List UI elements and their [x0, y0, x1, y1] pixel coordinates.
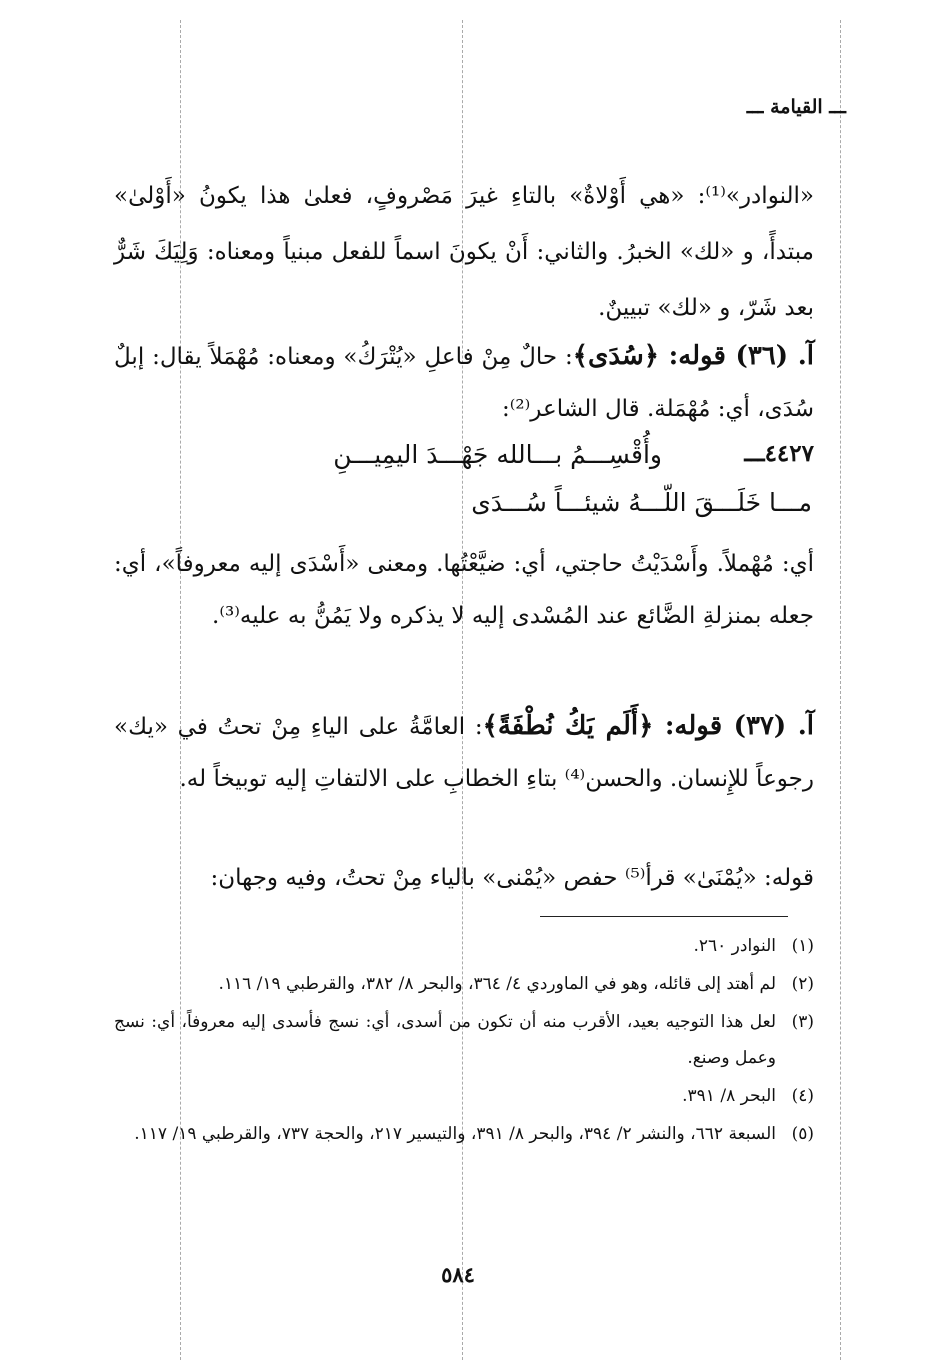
poem-hemistich-1: وأُقْسِـــمُ بـــالله جَهْـــدَ اليمِيـــنِ — [333, 440, 662, 469]
footnote-5: (٥) السبعة ٦٦٢، والنشر ٢/ ٣٩٤، والبحر ٨/ ٣٩١، والتيسير ٢١٧، والحجة ٧٣٧، والقرطبي ١٩/ ١١٧. — [134, 1124, 814, 1144]
footnote-2: (٢) لم أهتد إلى قائله، وهو في الماوردي ٤/ ٣٦٤، والبحر ٨/ ٣٨٢، والقرطبي ١٩/ ١١٦. — [218, 974, 814, 994]
paragraph-3: أي: مُهْملاً. وأَسْدَيْتُ حاجتي، أي: ضيَّعْتُها. ومعنى «أَسْدَى إليه معروفاً»، أي: جعله بمنزلةِ الضَّائع عند المُسْدى إليه لا يذكره ولا يَمُنُّ به عليه⁽³⁾. — [114, 551, 814, 629]
paragraph-4-text: : العامَّةُ على الياءِ مِنْ تحتُ في «يك» رجوعاً للإِنسان. والحسن⁽⁴⁾ بتاءِ الخطابِ على الالتفاتِ إليه توبيخاً له. — [114, 714, 814, 792]
running-header: ـــ القيامة ـــ — [746, 96, 846, 118]
poem-hemistich-2: مـــا خَلَـــقَ اللّـــهُ شيئـــاً سُـــدَى — [471, 488, 812, 517]
paragraph-4 — [114, 700, 814, 805]
footnotes — [114, 928, 814, 1154]
scan-line — [840, 20, 841, 1360]
page-number: ٥٨٤ — [441, 1262, 475, 1287]
paragraph-2-text: : حالٌ مِنْ فاعلِ «يُتْرَكُ» ومعناه: مُهْمَلاً يقال: إبلٌ سُدَى، أي: مُهْمَلة. قال الشاعر⁽²⁾: — [114, 344, 814, 422]
footnote-3: (٣) لعل هذا التوجيه بعيد، الأقرب منه أن تكون من أسدى، أي: نسج فأسدى إليه معروفاً، أي: نسج وعمل وصنع. — [114, 1012, 814, 1068]
paragraph-5: قوله: «يُمْنَىٰ» قرأ⁽⁵⁾ حفص «يُمْنى» بالياء مِنْ تحتُ، وفيه وجهان: — [210, 865, 814, 891]
verse-heading-37: آ. (٣٧) قوله: ﴿أَلَم يَكُ نُطْفَةً﴾ — [482, 711, 814, 741]
paragraph-1: «النوادر»⁽¹⁾: «هي أَوْلاةٌ» بالتاءِ غيرَ مَصْروفٍ، فعلىٰ هذا يكونُ «أَوْلىٰ» مبتدأً، و «لك» الخبرُ. والثاني: أَنْ يكونَ اسماً للفعل مبنياً ومعناه: وَلِيَكَ شَرٌّ بعد شَرّ، و «لك» تبيينٌ. — [114, 183, 814, 321]
footnote-4: (٤) البحر ٨/ ٣٩١. — [682, 1086, 814, 1106]
footnote-1: (١) النوادر ٢٦٠. — [693, 936, 814, 956]
verse-heading-36: آ. (٣٦) قوله: ﴿سُدَى﴾ — [572, 341, 814, 371]
paragraph-2 — [114, 330, 814, 435]
footnote-separator — [540, 916, 788, 917]
poem-number: ٤٤٢٧ـــ — [744, 440, 814, 467]
